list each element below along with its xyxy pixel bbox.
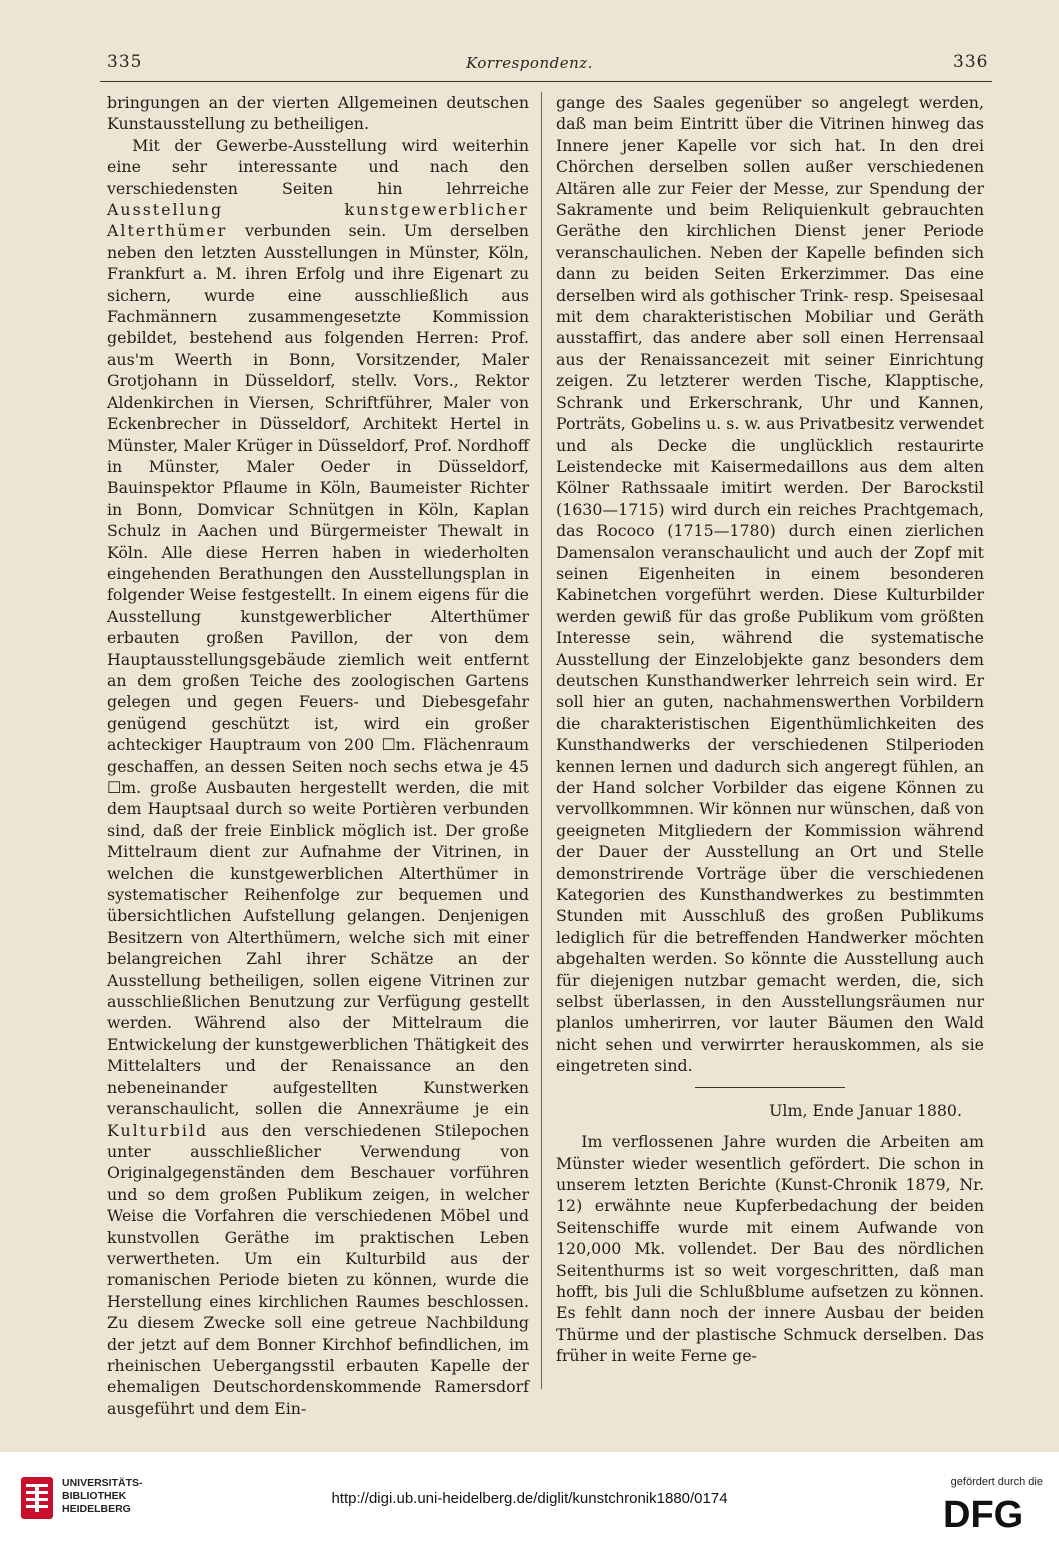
left-column — [107, 92, 529, 1419]
left-paragraph-2-text-a: Mit der Gewerbe-Ausstellung wird weiterhin eine sehr interessante und nach den verschiedensten Seiten hin lehrreiche — [107, 135, 529, 198]
library-name-line-1: UNIVERSITÄTS- — [62, 1477, 143, 1489]
right-paragraph-1: gange des Saales gegenüber so angelegt werden, daß man beim Eintritt über die Vitrinen hinweg das Innere jener Kapelle vor sich hat. In den drei Chörchen derselben sollen außer verschiedenen Altären alle zur Feier der Messe, zur Spendung der Sakramente und beim Reliquienkult gebrauchten Geräthe den kirchlichen Dienst jener Periode veranschaulichen. Neben der Kapelle befinden sich dann zu beiden Seiten Erkerzimmer. Das eine derselben wird als gothischer Trink- resp. Speisesaal mit dem charakteristischen Mobiliar und Geräth ausstaffirt, das andere aber soll einen Herrensaal aus der Renaissancezeit mit seiner Einrichtung zeigen. Zu letzterer werden Tische, Klapptische, Schrank und Erkerschrank, Uhr und Kannen, Porträts, Gobelins u. s. w. aus Privatbesitz verwendet und als Decke die unglücklich restaurirte Leistendecke mit Kaisermedaillons aus dem alten Kölner Rathssaale imitirt werden. Der Barockstil (1630—1715) wird durch ein reiches Prachtgemach, das Rococo (1715—1780) durch einen zierlichen Damensalon veranschaulicht und auch der Zopf mit seinen Eigenheiten in einem besonderen Kabinetchen vorgeführt werden. Diese Kulturbilder werden gewiß für das große Publikum vom größten Interesse sein, während die systematische Ausstellung der Einzelobjekte ganz besonders dem deutschen Kunsthandwerker lehrreich sein wird. Er soll hier an guten, nachahmenswerthen Vorbildern die charakteristischen Eigenthümlichkeiten des Kunsthandwerks der verschiedenen Stilperioden kennen lernen und dadurch sich angeregt fühlen, an der Hand solcher Vorbilder das eigene Können zu vervollkommnen. Wir können nur wünschen, daß von geeigneten Mitgliedern der Kommission während der Dauer der Ausstellung an Ort und Stelle demonstrirende Vorträge über die verschiedenen Kategorien des Kunsthandwerkes zu bestimmten Stunden mit Ausschluß des großen Publikums lediglich für die betreffenden Handwerker möchten abgehalten werden. So könnte die Ausstellung auch für diejenigen nutzbar gemacht werden, die, sich selbst überlassen, in den Ausstellungsräumen nur planlos umherirren, vor lauter Bäumen den Wald nicht sehen und verwirrter herauskommen, als sie eingetreten sind. — [556, 93, 984, 1076]
right-column — [556, 92, 984, 1367]
footer-bar — [0, 1452, 1059, 1545]
right-paragraph-2: Im verflossenen Jahre wurden die Arbeiten am Münster wieder wesentlich gefördert. Die schon in unserem letzten Berichte (Kunst-Chronik 1879, Nr. 12) erwähnte neue Kupferbedachung der beiden Seitenschiffe wurde mit einem Aufwande von 120,000 Mk. vollendet. Der Bau des nördlichen Seitenthurms ist so weit vorgeschritten, daß man hofft, bis Juli die Schlußblume aufsetzen zu können. Es fehlt dann noch der innere Ausbau der beiden Thürme und der plastische Schmuck derselben. Das früher in weite Ferne ge- — [556, 1132, 984, 1366]
left-paragraph-2 — [107, 135, 529, 1419]
dfg-logo-icon — [943, 1496, 1043, 1532]
column-divider — [541, 92, 542, 1389]
left-paragraph-2-emphasis: Ausstellung kunstgewerblicher Alterthümer — [107, 200, 529, 241]
dfg-logo-text: DFG — [943, 1496, 1024, 1532]
left-paragraph-2-text-c: aus den verschiedenen Stilepochen unter ausschließlicher Verwendung von Originalgegenständen dem Beschauer vorführen und so dem großen Publikum zeigen, in welcher Weise die Vorfahren die verschiedenen Möbel und kunstvollen Geräthe im praktischen Leben verwertheten. Um ein Kulturbild aus der romanischen Periode bieten zu können, wurde die Herstellung eines kirchlichen Raumes beschlossen. Zu diesem Zwecke soll eine getreue Nachbildung der jetzt auf dem Bonner Kirchhof befindlichen, im rheinischen Uebergangsstil erbauten Kapelle der ehemaligen Deutschordenskommende Ramersdorf ausgeführt und dem Ein- — [107, 1120, 529, 1418]
library-name-line-2: BIBLIOTHEK — [62, 1490, 127, 1502]
left-paragraph-1: bringungen an der vierten Allgemeinen deutschen Kunstausstellung zu betheiligen. — [107, 93, 529, 134]
header-rule — [100, 81, 992, 82]
section-rule — [695, 1087, 845, 1088]
page-number-right: 336 — [953, 52, 989, 72]
left-paragraph-2-text-b: verbunden sein. Um derselben neben den letzten Ausstellungen in Münster, Köln, Frankfurt a. M. ihren Erfolg und ihre Eigenart zu sichern, wurde eine ausschließlich aus Fachmännern zusammengesetzte Kommission gebildet, bestehend aus folgenden Herren: Prof. aus'm Weerth in Bonn, Vorsitzender, Maler Grotjohann in Düsseldorf, stellv. Vors., Rektor Aldenkirchen in Viersen, Schriftführer, Maler von Eckenbrecher in Düsseldorf, Architekt Hertel in Münster, Maler Krüger in Düsseldorf, Prof. Nordhoff in Münster, Maler Oeder in Düsseldorf, Bauinspektor Pflaume in Köln, Baumeister Richter in Bonn, Domvicar Schnütgen in Köln, Kaplan Schulz in Aachen und Bürgermeister Thewalt in Köln. Alle diese Herren haben in wiederholten eingehenden Berathungen den Ausstellungsplan in folgender Weise festgestellt. In einem eigens für die Ausstellung kunstgewerblicher Alterthümer erbauten großen Pavillon, der von dem Hauptausstellungsgebäude ziemlich weit entfernt an dem großen Teiche des zoologischen Gartens gelegen und gegen Feuers- und Diebesgefahr genügend geschützt ist, wird ein großer achteckiger Hauptraum von 200 ☐m. Flächenraum geschaffen, an dessen Seiten noch sechs etwa je 45 ☐m. große Ausbauten hergestellt werden, die mit dem Hauptsaal durch so weite Portièren verbunden sind, daß der freie Einblick möglich ist. Der große Mittelraum dient zur Aufnahme der Vitrinen, in welchen die kunstgewerblichen Alterthümer in systematischer Reihenfolge zur bequemen und übersichtlichen Aufstellung gelangen. Denjenigen Besitzern von Alterthümern, welche sich mit einer belangreichen Zahl ihrer Schätze an der Ausstellung betheiligen, sollen eigene Vitrinen zur ausschließlichen Benutzung zur Verfügung gestellt werden. Während also der Mittelraum die Entwickelung der kunstgewerblichen Thätigkeit des Mittelalters und der Renaissance an den nebeneinander aufgestellten Kunstwerken veranschaulicht, sollen die Annexräume je ein — [107, 221, 529, 1119]
dateline: Ulm, Ende Januar 1880. — [769, 1100, 962, 1120]
library-name-line-3: HEIDELBERG — [62, 1503, 131, 1515]
running-title: Korrespondenz. — [466, 54, 593, 72]
page-number-left: 335 — [107, 52, 143, 72]
source-url-link[interactable]: http://digi.ub.uni-heidelberg.de/diglit/kunstchronik1880/0174 — [331, 1490, 728, 1507]
left-paragraph-2-emphasis-2: Kulturbild — [107, 1120, 209, 1140]
funded-by-label: gefördert durch die — [950, 1476, 1043, 1488]
